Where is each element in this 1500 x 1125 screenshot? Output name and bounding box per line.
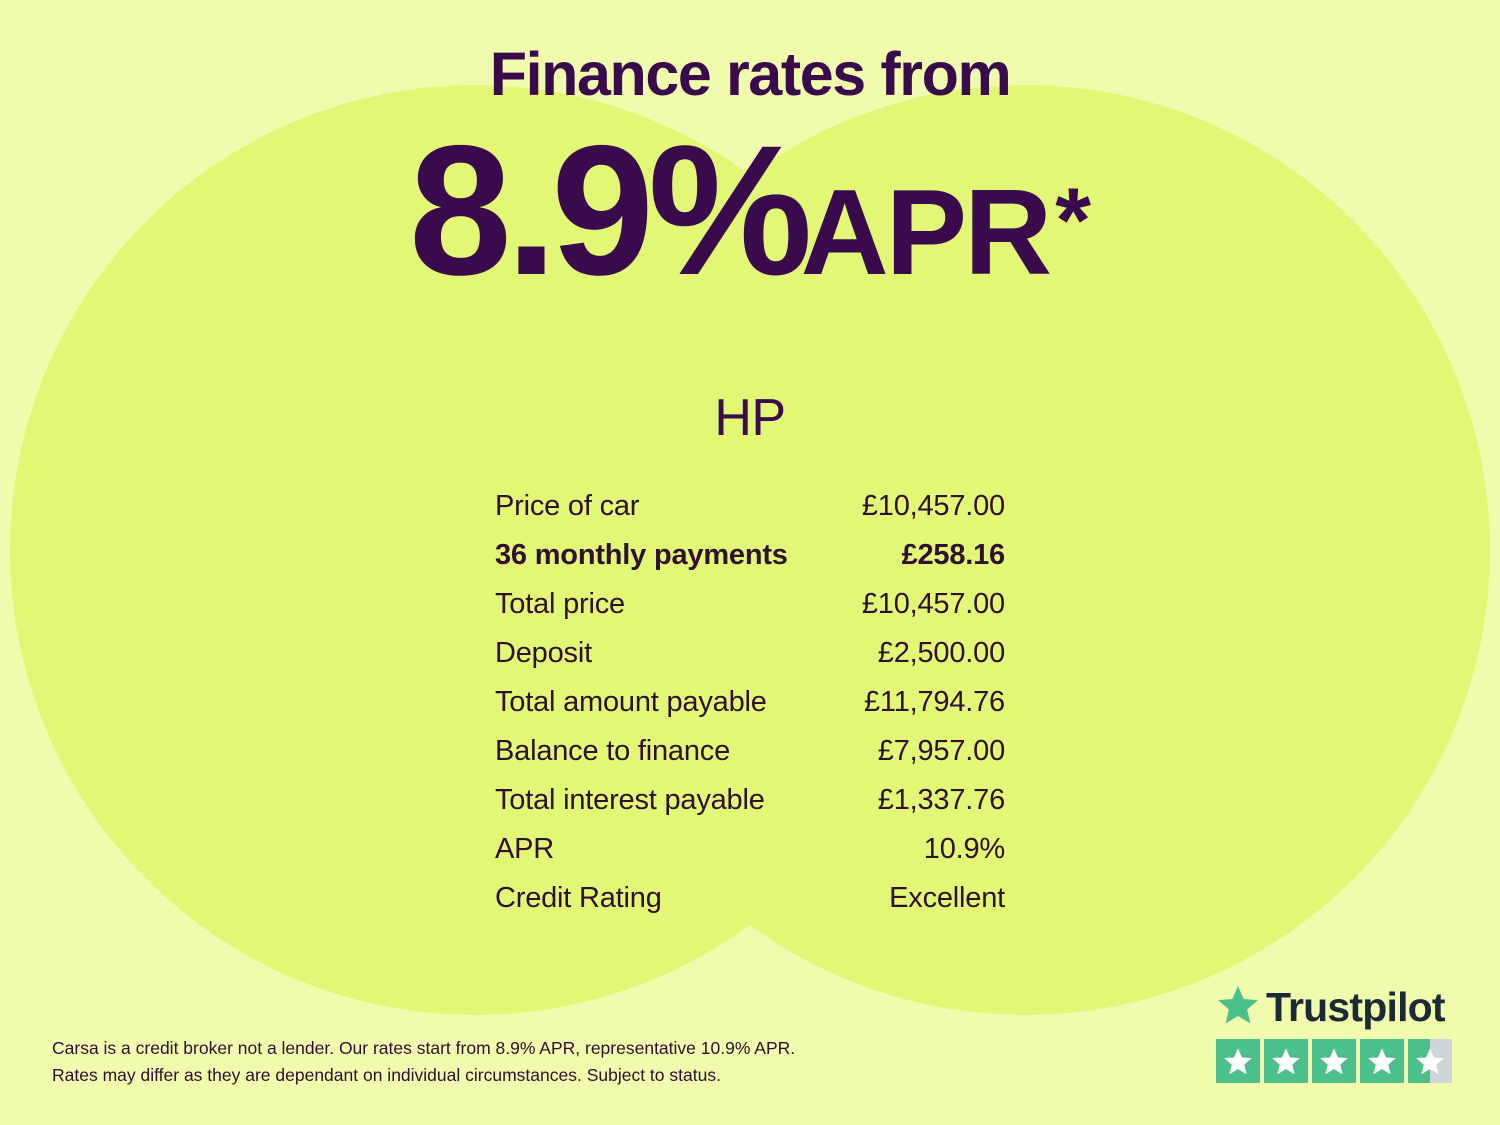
table-row bbox=[495, 825, 1005, 874]
row-label: Balance to finance bbox=[495, 734, 731, 767]
legal-disclaimer bbox=[52, 1035, 795, 1089]
table-row bbox=[495, 678, 1005, 727]
table-row bbox=[495, 874, 1005, 923]
trustpilot-widget[interactable] bbox=[1216, 984, 1452, 1083]
page-title: Finance rates from bbox=[489, 40, 1011, 108]
row-value: £10,457.00 bbox=[861, 587, 1005, 620]
rating-star-icon bbox=[1312, 1039, 1356, 1083]
row-value: £258.16 bbox=[901, 538, 1005, 571]
row-value: £2,500.00 bbox=[877, 636, 1005, 669]
rating-star-icon bbox=[1216, 1039, 1260, 1083]
row-value: Excellent bbox=[889, 881, 1005, 914]
row-label: Total interest payable bbox=[495, 783, 765, 816]
row-label: Total price bbox=[495, 587, 625, 620]
trustpilot-label: Trustpilot bbox=[1266, 984, 1445, 1030]
row-label: Credit Rating bbox=[495, 881, 662, 914]
apr-rate-value: 8.9% bbox=[408, 108, 807, 315]
finance-plan-title: HP bbox=[714, 388, 786, 447]
trustpilot-header bbox=[1216, 984, 1452, 1031]
table-row bbox=[495, 776, 1005, 825]
table-row bbox=[495, 482, 1005, 531]
rating-star-icon bbox=[1360, 1039, 1404, 1083]
row-label: APR bbox=[495, 832, 555, 865]
finance-details-table bbox=[495, 482, 1005, 923]
table-row bbox=[495, 580, 1005, 629]
trustpilot-rating-stars bbox=[1216, 1039, 1452, 1083]
trustpilot-star-icon bbox=[1216, 984, 1260, 1031]
row-value: £1,337.76 bbox=[877, 783, 1005, 816]
table-row bbox=[495, 727, 1005, 776]
row-label: Deposit bbox=[495, 636, 592, 669]
row-label: Total amount payable bbox=[495, 685, 767, 718]
row-value: £11,794.76 bbox=[864, 685, 1005, 718]
apr-headline bbox=[0, 108, 1500, 315]
row-value: £7,957.00 bbox=[877, 734, 1005, 767]
apr-asterisk: * bbox=[1055, 170, 1092, 273]
apr-label: APR bbox=[800, 164, 1050, 301]
row-label: 36 monthly payments bbox=[495, 538, 788, 571]
disclaimer-line-2: Rates may differ as they are dependant on individual circumstances. Subject to status. bbox=[52, 1064, 721, 1085]
rating-star-half-icon bbox=[1408, 1039, 1452, 1083]
row-value: £10,457.00 bbox=[861, 489, 1005, 522]
rating-star-icon bbox=[1264, 1039, 1308, 1083]
table-row bbox=[495, 629, 1005, 678]
disclaimer-line-1: Carsa is a credit broker not a lender. Our rates start from 8.9% APR, representative 10.9% APR. bbox=[52, 1037, 796, 1058]
table-row bbox=[495, 531, 1005, 580]
row-value: 10.9% bbox=[923, 832, 1005, 865]
row-label: Price of car bbox=[495, 489, 640, 522]
